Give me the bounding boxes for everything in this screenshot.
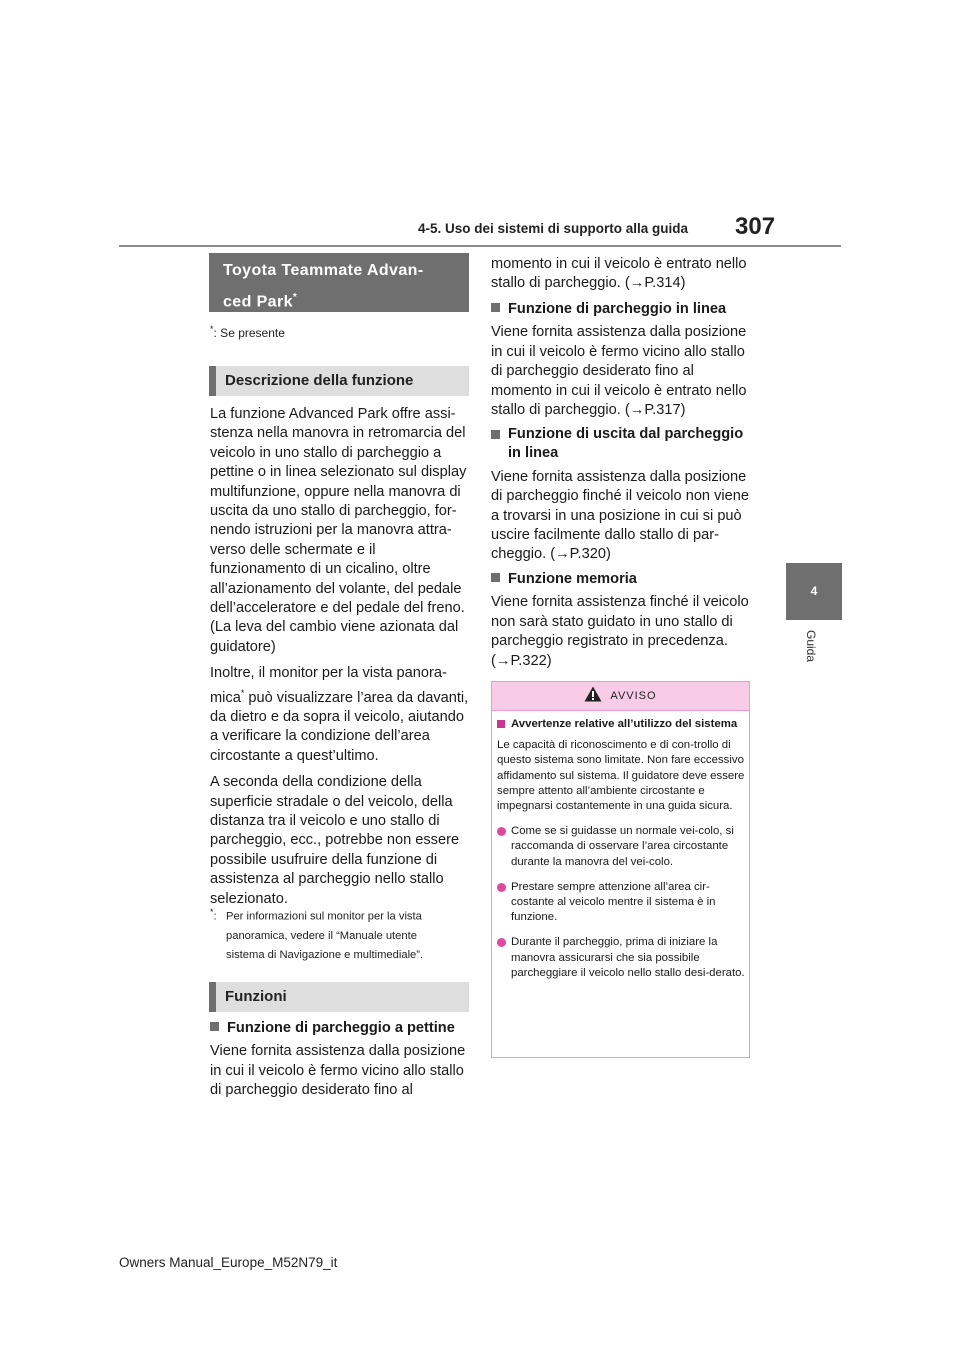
feature-title <box>209 253 469 312</box>
section-title: 4-5. Uso dei sistemi di supporto alla guida <box>418 221 689 236</box>
header-divider <box>119 245 841 247</box>
square-bullet-icon <box>491 430 500 439</box>
footer-document-id: Owners Manual_Europe_M52N79_it <box>119 1255 338 1270</box>
description-heading: Descrizione della funzione <box>209 366 469 396</box>
chapter-tab[interactable]: 4 <box>786 563 842 620</box>
monitor-footnote: *: Per informazioni sul monitor per la vista panoramica, vedere il “Manuale utente sistema di Navigazione e multimediale”. <box>210 907 424 961</box>
functions-heading: Funzioni <box>209 982 469 1012</box>
circle-bullet-icon <box>497 938 506 947</box>
page-number: 307 <box>735 213 776 240</box>
availability-note: *: Se presente <box>210 324 285 340</box>
warning-header <box>492 682 749 711</box>
description-paragraph: Inoltre, il monitor per la vista panora- mica* può visualizzare l’area da davanti, da dietro e da sopra il veicolo, aiutando a verificare la condizione dell’area circostante a quest’ultimo. <box>210 665 469 764</box>
warning-box <box>491 681 750 1058</box>
description-paragraph: A seconda della condizione della superficie stradale o del veicolo, della distanza tra il veicolo e uno stallo di parcheggio, ecc., potrebbe non essere possibile usufruire della funzione di assistenza al parcheggio nello stallo selezionato. <box>210 774 460 907</box>
feature-title-line2: ced Park <box>223 293 293 311</box>
function-item-parallel: Funzione di parcheggio in linea Viene fornita assistenza dalla posizione in cui il veicolo è fermo vicino allo stallo di parcheggio desiderato fino al momento in cui il veicolo è entrato nello stallo di parcheggio. (→P.317) <box>491 301 747 419</box>
chapter-label: Guida <box>804 630 818 663</box>
function-item-perpendicular-continued: momento in cui il veicolo è entrato nello stallo di parcheggio. (→P.314) <box>491 256 747 292</box>
square-bullet-icon <box>491 303 500 312</box>
warning-intro: Le capacità di riconoscimento e di con-trollo di questo sistema sono limitate. Non fare eccessivo affidamento sul sistema. Il guidatore deve essere sempre attento all’ambiente circostante e impegnarsi costantemente in una guida sicura. <box>497 739 745 813</box>
square-bullet-icon <box>210 1022 219 1031</box>
function-item-memory: Funzione memoria Viene fornita assistenza finché il veicolo non sarà stato guidato in uno stallo di parcheggio registrato in precedenza. (→P.322) <box>491 571 749 669</box>
warning-item: Come se si guidasse un normale vei-colo, si raccomanda di osservare l’area circostante durante la manovra del vei-colo. <box>497 824 745 870</box>
warning-label: AVVISO <box>610 690 657 702</box>
circle-bullet-icon <box>497 883 506 892</box>
warning-subheading: Avvertenze relative all’utilizzo del sistema <box>497 717 745 732</box>
description-paragraph: La funzione Advanced Park offre assi-stenza nella manovra in retromarcia del veicolo in uno stallo di parcheggio a pettine o in linea selezionato sul display multifunzione, oppure nella manovra di uscita da uno stallo di parcheggio, for-nendo istruzioni per la manovra attra-verso delle schermate e il funzionamento di un cicalino, oltre all’azionamento del volante, del pedale dell’acceleratore e del pedale del freno. (La leva del cambio viene azionata dal guidatore) <box>210 406 467 655</box>
function-item-exit: Funzione di uscita dal parcheggio in linea Viene fornita assistenza dalla posizione di parcheggio finché il veicolo non viene a trovarsi in una posizione in cui si può uscire facilmente dallo stallo di par-cheggio. (→P.320) <box>491 426 749 563</box>
function-item-perpendicular: Funzione di parcheggio a pettine Viene fornita assistenza dalla posizione in cui il veicolo è fermo vicino allo stallo di parcheggio desiderato fino al <box>210 1020 466 1099</box>
warning-item: Prestare sempre attenzione all’area cir-costante al veicolo mentre il sistema è in funzione. <box>497 880 745 926</box>
square-bullet-icon <box>497 720 505 728</box>
warning-item: Durante il parcheggio, prima di iniziare la manovra assicurarsi che sia possibile parcheggiare il veicolo nello stallo desi-derato. <box>497 935 745 981</box>
warning-triangle-icon <box>584 686 602 702</box>
feature-title-line1: Toyota Teammate Advan- <box>223 262 424 279</box>
square-bullet-icon <box>491 573 500 582</box>
circle-bullet-icon <box>497 827 506 836</box>
footnote-marker: * <box>292 292 298 303</box>
description-text <box>210 405 472 916</box>
